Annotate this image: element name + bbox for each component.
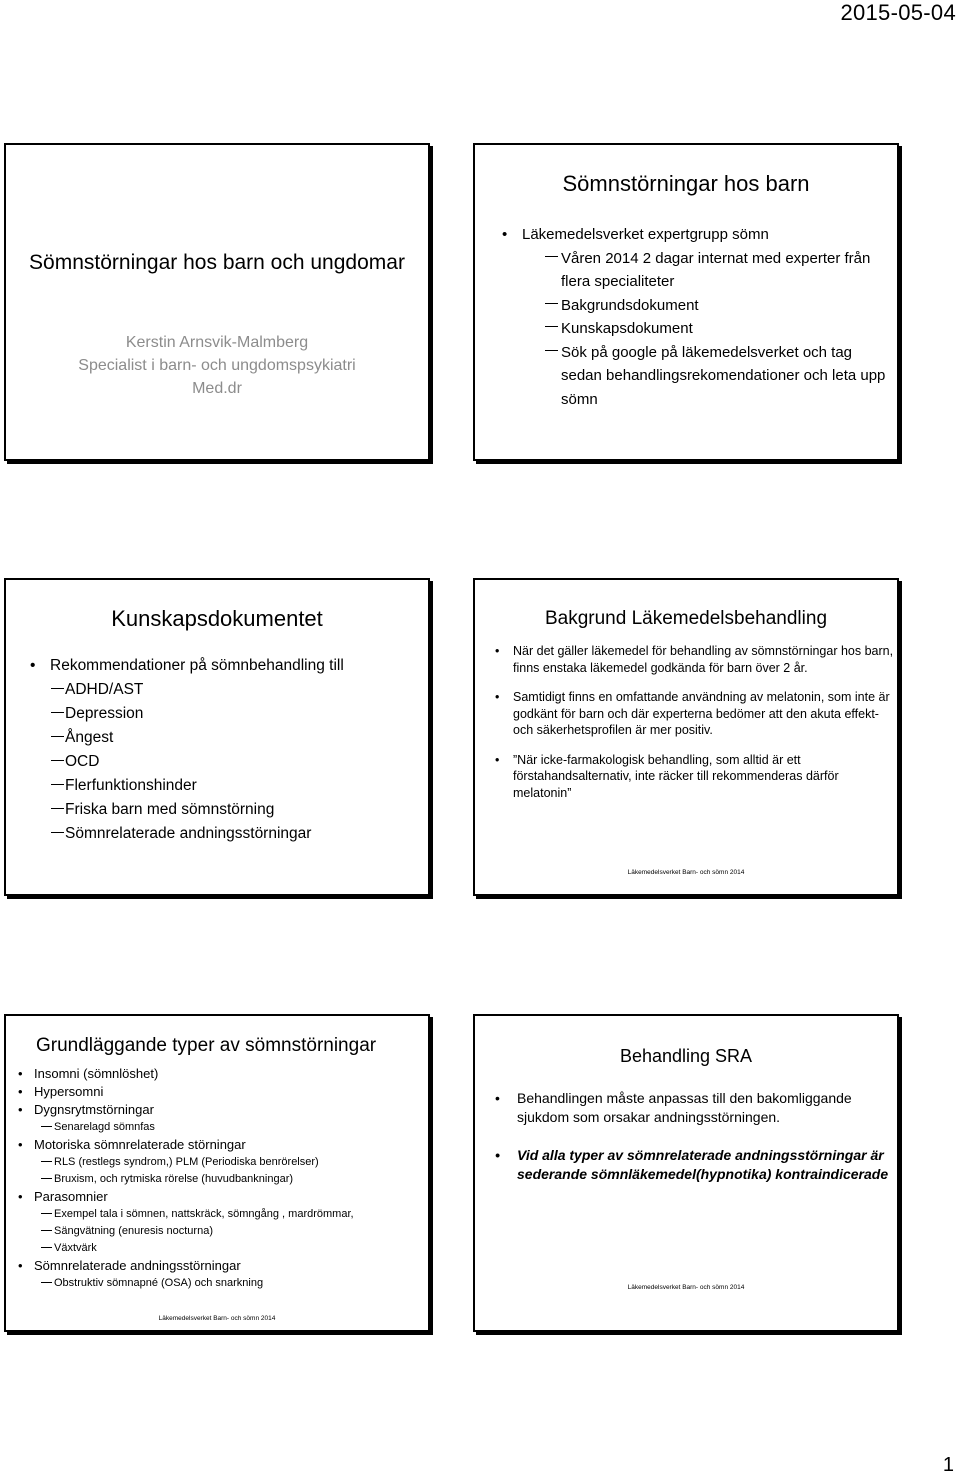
sub-item: Friska barn med sömnstörning [28, 798, 428, 822]
slide-footer: Läkemedelsverket Barn- och sömn 2014 [627, 1284, 745, 1291]
bullet-item: • Rekommendationer på sömnbehandling till [28, 654, 428, 678]
bullet-item: • Parasomnier [16, 1188, 428, 1206]
sub-item: Depression [28, 702, 428, 726]
slide-grundlaggande-typer [4, 1014, 430, 1332]
bullet-item: • Samtidigt finns en omfattande användning av melatonin, som inte är godkänt för barn och där experterna bedömer att den akuta effekt- och säkerhetsprofilen är mer positiv. [493, 689, 897, 739]
slide-author-block [6, 331, 428, 400]
bullet-item: • Insomni (sömnlöshet) [16, 1065, 428, 1083]
bullet-list [28, 654, 428, 846]
sub-item: Sök på google på läkemedelsverket och tag sedan behandlingsrekomendationer och leta upp sömn [500, 341, 897, 412]
sub-item: OCD [28, 750, 428, 774]
author-role: Specialist i barn- och ungdomspsykiatri [78, 357, 356, 374]
slide-kunskapsdokumentet [4, 578, 430, 896]
bullet-item: • Dygnsrytmstörningar [16, 1101, 428, 1119]
sub-item: Sängvätning (enuresis nocturna) [16, 1223, 428, 1240]
bullet-item-emphasis: • Vid alla typer av sömnrelaterade andningsstörningar är sederande sömnläkemedel(hypnotika) kontraindicerade [493, 1146, 897, 1183]
sub-item: Exempel tala i sömnen, nattskräck, sömngång , mardrömmar, [16, 1206, 428, 1223]
bullet-list [493, 1089, 897, 1183]
slide-somnstorningar [473, 143, 899, 461]
slide-heading: Behandling SRA [619, 1046, 753, 1066]
slide-heading: Grundläggande typer av sömnstörningar [36, 1035, 377, 1056]
sub-item: Bruxism, och rytmiska rörelse (huvudbankningar) [16, 1171, 428, 1188]
sub-item: Ångest [28, 726, 428, 750]
bullet-item: • När det gäller läkemedel för behandling av sömnstörningar hos barn, finns enstaka läkemedel godkända för barn över 2 år. [493, 643, 897, 676]
slide-heading: Sömnstörningar hos barn [562, 171, 810, 196]
sub-item: Obstruktiv sömnapné (OSA) och snarkning [16, 1275, 428, 1292]
page-number: 1 [942, 1454, 954, 1476]
bullet-item: • ”När icke-farmakologisk behandling, som alltid är ett förstahandsalternativ, inte räcker till rekommenderas därför melatonin” [493, 752, 897, 802]
sub-item: RLS (restlegs syndrom,) PLM (Periodiska benrörelser) [16, 1154, 428, 1171]
slide-bakgrund [473, 578, 899, 896]
bullet-list [493, 643, 897, 801]
author-name: Kerstin Arnsvik-Malmberg [125, 334, 309, 351]
bullet-list [16, 1065, 428, 1292]
sub-item: Växtvärk [16, 1240, 428, 1257]
bullet-item: • Läkemedelsverket expertgrupp sömn [500, 223, 897, 247]
sub-item: Senarelagd sömnfas [16, 1119, 428, 1136]
bullet-item: • Sömnrelaterade andningsstörningar [16, 1257, 428, 1275]
sub-item: Våren 2014 2 dagar internat med experter från flera specialiteter [500, 247, 897, 294]
slide-footer: Läkemedelsverket Barn- och sömn 2014 [158, 1315, 276, 1322]
bullet-item: • Hypersomni [16, 1083, 428, 1101]
sub-item: Flerfunktionshinder [28, 774, 428, 798]
slide-behandling-sra [473, 1014, 899, 1332]
author-degree: Med.dr [192, 380, 242, 397]
slide-title [4, 143, 430, 461]
sub-item: Bakgrundsdokument [500, 294, 897, 318]
bullet-item: • Behandlingen måste anpassas till den bakomliggande sjukdom som orsakar andningsstörningen. [493, 1089, 897, 1126]
slide-footer: Läkemedelsverket Barn- och sömn 2014 [627, 869, 745, 876]
slide-heading: Kunskapsdokumentet [111, 606, 323, 631]
sub-item: Kunskapsdokument [500, 317, 897, 341]
bullet-item: • Motoriska sömnrelaterade störningar [16, 1136, 428, 1154]
sub-item: Sömnrelaterade andningsstörningar [28, 822, 428, 846]
sub-item: ADHD/AST [28, 678, 428, 702]
bullet-list [500, 223, 897, 411]
page-date: 2015-05-04 [840, 0, 956, 25]
slide-title-heading: Sömnstörningar hos barn och ungdomar [29, 251, 405, 274]
slide-heading: Bakgrund Läkemedelsbehandling [544, 608, 828, 629]
